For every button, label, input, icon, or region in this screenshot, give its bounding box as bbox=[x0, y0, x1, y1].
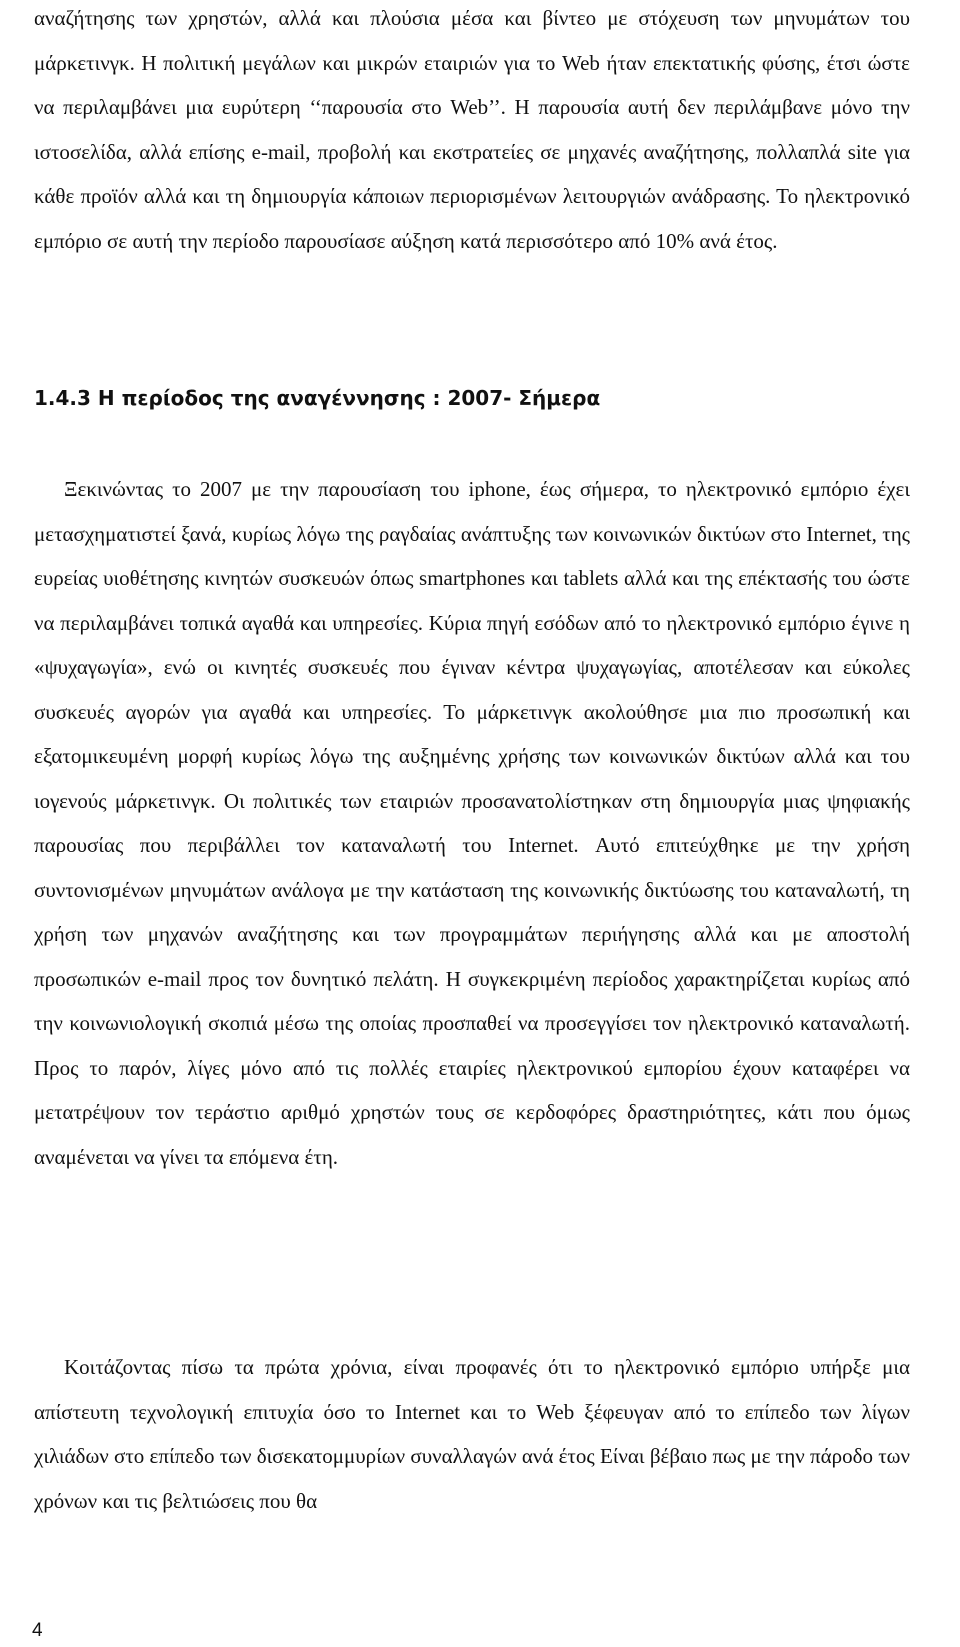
page-number: 4 bbox=[32, 1620, 43, 1641]
paragraph-continued: αναζήτησης των χρηστών, αλλά και πλούσια μέσα και βίντεο με στόχευση των μηνυμάτων του μάρκετινγκ. Η πολιτική μεγάλων και μικρών εταιριών για το Web ήταν επεκτατικής φύσης, έτσι ώστε να περιλαμβάνει μια ευρύτερη ‘‘παρουσία στο Web’’. Η παρουσία αυτή δεν περιλάμβανε μόνο την ιστοσελίδα, αλλά επίσης e-mail, προβολή και εκστρατείες σε μηχανές αναζήτησης, πολλαπλά site για κάθε προϊόν αλλά και τη δημιουργία κάποιων περιορισμένων λειτουργιών ανάδρασης. Το ηλεκτρονικό εμπόριο σε αυτή την περίοδο παρουσίασε αύξηση κατά περισσότερο από 10% ανά έτος. bbox=[34, 6, 910, 253]
paragraph-last: Κοιτάζοντας πίσω τα πρώτα χρόνια, είναι προφανές ότι το ηλεκτρονικό εμπόριο υπήρξε μια απίστευτη τεχνολογική επιτυχία όσο το Internet και το Web ξέφευγαν από το επίπεδο των λίγων χιλιάδων στο επίπεδο των δισεκατομμυρίων συναλλαγών ανά έτος Είναι βέβαιο πως με την πάροδο των χρόνων και τις βελτιώσεις που θα bbox=[34, 1355, 910, 1513]
paragraph-main: Ξεκινώντας το 2007 με την παρουσίαση του iphone, έως σήμερα, το ηλεκτρονικό εμπόριο έχει μετασχηματιστεί ξανά, κυρίως λόγω της ραγδαίας ανάπτυξης των κοινωνικών δικτύων στο Internet, της ευρείας υιοθέτησης κινητών συσκευών όπως smartphones και tablets αλλά και της επέκτασής του ώστε να περιλαμβάνει τοπικά αγαθά και υπηρεσίες. Κύρια πηγή εσόδων από το ηλεκτρονικό εμπόριο έγινε η «ψυχαγωγία», ενώ οι κινητές συσκευές που έγιναν κέντρα ψυχαγωγίας, αποτέλεσαν και εύκολες συσκευές αγορών για αγαθά και υπηρεσίες. Το μάρκετινγκ ακολούθησε μια πιο προσωπική και εξατομικευμένη μορφή κυρίως λόγω της αυξημένης χρήσης των κοινωνικών δικτύων αλλά και του ιογενούς μάρκετινγκ. Οι πολιτικές των εταιριών προσανατολίστηκαν στη δημιουργία μιας ψηφιακής παρουσίας που περιβάλλει τον καταναλωτή του Internet. Αυτό επιτεύχθηκε με την χρήση συντονισμένων μηνυμάτων ανάλογα με την κατάσταση της κοινωνικής δικτύωσης του καταναλωτή, τη χρήση των μηχανών αναζήτησης και των προγραμμάτων περιήγησης αλλά και με αποστολή προσωπικών e-mail προς τον δυνητικό πελάτη. Η συγκεκριμένη περίοδος χαρακτηρίζεται κυρίως από την κοινωνιολογική σκοπιά μέσω της οποίας προσπαθεί να προσεγγίσει τον ηλεκτρονικό καταναλωτή. Προς το παρόν, λίγες μόνο από τις πολλές εταιρίες ηλεκτρονικού εμπορίου έχουν καταφέρει να μετατρέψουν τον τεράστιο αριθμό χρηστών τους σε κερδοφόρες δραστηριότητες, κάτι που όμως αναμένεται να γίνει τα επόμενα έτη. bbox=[34, 477, 910, 1169]
section-heading: 1.4.3 Η περίοδος της αναγέννησης : 2007- Σήμερα bbox=[34, 386, 601, 410]
